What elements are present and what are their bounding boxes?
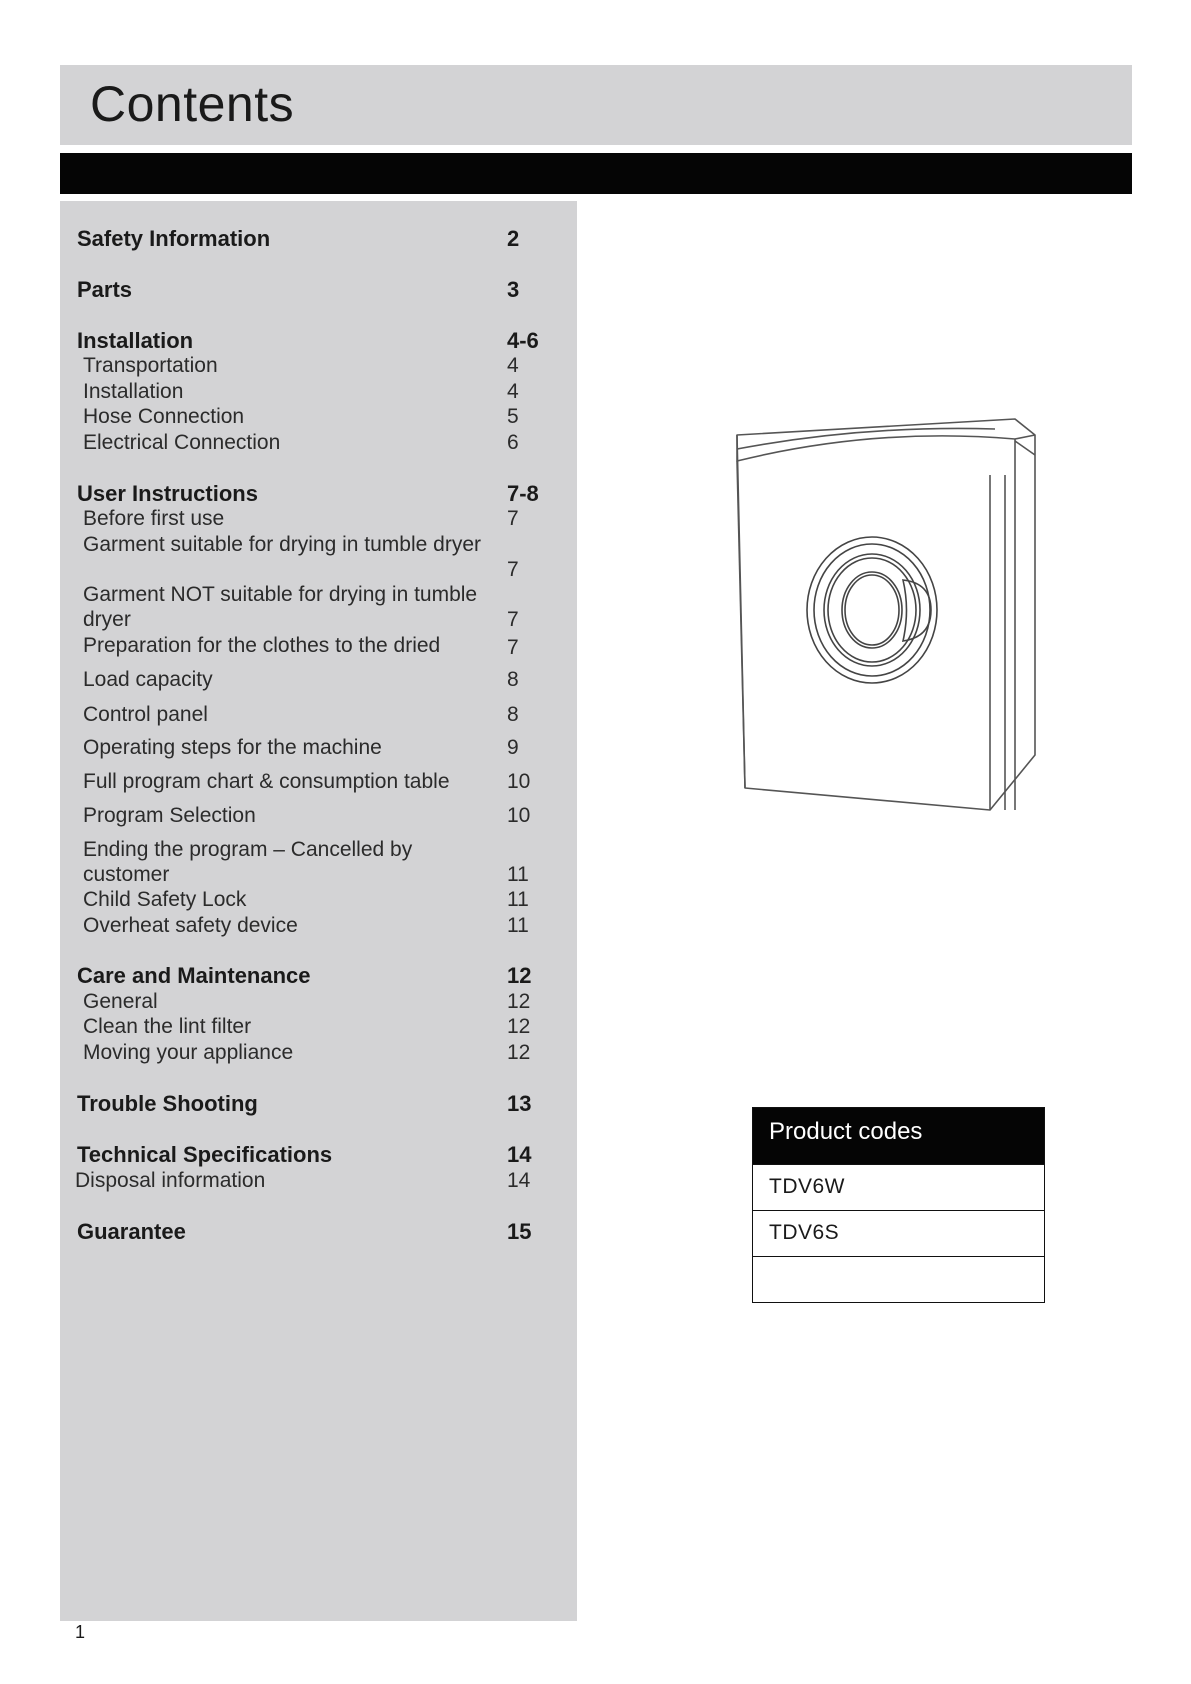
- toc-section-label[interactable]: Guarantee: [77, 1219, 186, 1244]
- toc-item-label[interactable]: Hose Connection: [83, 405, 245, 428]
- toc-item-label[interactable]: Load capacity: [83, 668, 213, 691]
- toc-item-label[interactable]: Transportation: [83, 354, 218, 377]
- toc-item-label[interactable]: Clean the lint filter: [83, 1015, 252, 1038]
- toc-item-page: 9: [507, 736, 519, 759]
- toc-section-label[interactable]: Technical Specifications: [77, 1142, 333, 1167]
- toc-item-label[interactable]: Overheat safety device: [83, 914, 298, 937]
- toc-section-page: 2: [507, 226, 520, 251]
- toc-item-label[interactable]: Garment NOT suitable for drying in tumble: [83, 583, 478, 606]
- toc-item-label[interactable]: Child Safety Lock: [83, 888, 247, 911]
- toc-section-label[interactable]: Trouble Shooting: [77, 1091, 258, 1116]
- toc-item-label[interactable]: Before first use: [83, 507, 225, 530]
- toc-section-page: 12: [507, 963, 532, 988]
- toc-section-page: 13: [507, 1091, 532, 1116]
- toc-item-page: 6: [507, 431, 519, 454]
- toc-item-page: 11: [507, 888, 529, 911]
- header-bar: [60, 153, 1132, 194]
- title-band: [60, 65, 1132, 145]
- product-code-row: [753, 1256, 1044, 1302]
- toc-section-label[interactable]: Parts: [77, 277, 133, 302]
- product-code-row: TDV6W: [753, 1164, 1044, 1210]
- toc-item-page: 7: [507, 558, 519, 581]
- toc-section-label[interactable]: Installation: [77, 328, 194, 353]
- toc-section-page: 14: [507, 1142, 532, 1167]
- toc-section-label[interactable]: Care and Maintenance: [77, 963, 311, 988]
- toc-item-page: 5: [507, 405, 519, 428]
- toc-item-page: 10: [507, 804, 531, 827]
- toc-item-page: 7: [507, 636, 519, 659]
- toc-item-label[interactable]: Program Selection: [83, 804, 256, 827]
- toc-item-label[interactable]: Garment suitable for drying in tumble dryer: [83, 533, 482, 556]
- page-title: Contents: [90, 76, 295, 132]
- toc-section-label[interactable]: User Instructions: [77, 481, 258, 506]
- toc-item-page: 14: [507, 1169, 531, 1192]
- product-codes-header: Product codes: [753, 1108, 1044, 1164]
- toc-item-label[interactable]: General: [83, 990, 158, 1013]
- toc-section-label[interactable]: Safety Information: [77, 226, 271, 251]
- toc-item-label[interactable]: Preparation for the clothes to the dried: [83, 634, 441, 657]
- toc-section-page: 15: [507, 1219, 532, 1244]
- toc-item-page: 7: [507, 507, 519, 530]
- toc-item-label[interactable]: Operating steps for the machine: [83, 736, 382, 759]
- page-number: 1: [75, 1622, 86, 1642]
- toc-item-page: 8: [507, 703, 519, 726]
- toc-item-page: 11: [507, 914, 529, 937]
- toc-item-page: 11: [507, 863, 529, 886]
- tumble-dryer-illustration: [735, 415, 1045, 815]
- toc-item-page: 8: [507, 668, 519, 691]
- toc-item-label[interactable]: Installation: [83, 380, 184, 403]
- toc-item-page: 10: [507, 770, 531, 793]
- toc-item-label[interactable]: Moving your appliance: [83, 1041, 294, 1064]
- toc-item-page: 12: [507, 1041, 531, 1064]
- toc-item-label[interactable]: Disposal information: [75, 1169, 266, 1192]
- toc-item-label-cont[interactable]: customer: [83, 863, 170, 886]
- toc-item-page: 4: [507, 380, 519, 403]
- product-code-row: TDV6S: [753, 1210, 1044, 1256]
- toc-item-label[interactable]: Control panel: [83, 703, 208, 726]
- toc-item-label-cont[interactable]: dryer: [83, 608, 131, 631]
- toc-item-label[interactable]: Ending the program – Cancelled by: [83, 838, 413, 861]
- toc-item-label[interactable]: Full program chart & consumption table: [83, 770, 450, 793]
- toc-item-page: 12: [507, 1015, 531, 1038]
- toc-section-page: 4-6: [507, 328, 539, 353]
- toc-section-page: 3: [507, 277, 520, 302]
- toc-item-page: 7: [507, 608, 519, 631]
- toc-section-page: 7-8: [507, 481, 539, 506]
- table-of-contents: [60, 201, 577, 1621]
- product-codes-table: [752, 1107, 1045, 1303]
- toc-item-page: 4: [507, 354, 519, 377]
- toc-item-label[interactable]: Electrical Connection: [83, 431, 281, 454]
- toc-item-page: 12: [507, 990, 531, 1013]
